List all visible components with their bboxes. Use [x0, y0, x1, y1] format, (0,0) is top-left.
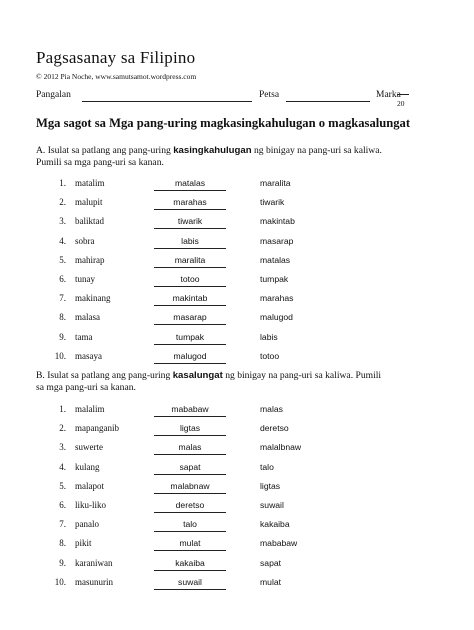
answer-blank[interactable]: malabnaw [154, 480, 226, 494]
list-item [0, 515, 474, 534]
section-b-instructions [36, 370, 446, 394]
item-word: matalim [75, 178, 105, 188]
item-word: masaya [75, 350, 102, 361]
section-b-instr-prefix: B. Isulat sa patlang ang pang-uring [36, 370, 173, 381]
list-item [0, 174, 474, 193]
item-word: malalim [75, 404, 105, 414]
answer-blank[interactable]: talo [154, 518, 226, 532]
answer-blank[interactable]: sapat [154, 461, 226, 475]
choice-word: talo [260, 461, 274, 472]
answer-blank[interactable]: marahas [154, 196, 226, 210]
date-label: Petsa [259, 90, 280, 100]
item-number: 8. [59, 538, 66, 549]
choice-word: mulat [260, 576, 282, 587]
answer-blank[interactable]: mababaw [154, 403, 226, 417]
item-number: 5. [59, 480, 66, 491]
item-number: 4. [59, 235, 66, 246]
answer-blank[interactable]: totoo [154, 273, 226, 287]
item-number: 6. [59, 274, 66, 284]
answer-blank[interactable]: labis [154, 235, 226, 249]
list-item [0, 289, 474, 308]
list-item [0, 496, 474, 515]
name-blank[interactable] [82, 101, 252, 102]
list-item [0, 347, 474, 366]
item-word: sobra [75, 235, 95, 246]
item-word: kulang [75, 461, 100, 472]
item-word: malapot [75, 480, 104, 491]
section-a-instr-line2: Pumili sa mga pang-uri sa kanan. [36, 157, 164, 168]
answer-blank[interactable]: masarap [154, 311, 226, 325]
answer-blank[interactable]: mulat [154, 537, 226, 551]
section-b-instr-suffix: ng binigay na pang-uri sa kaliwa. Pumili [222, 370, 382, 381]
choice-word: malalbnaw [260, 442, 302, 453]
item-number: 3. [59, 442, 66, 453]
choice-word: marahas [260, 293, 294, 304]
item-word: mahirap [75, 254, 105, 265]
item-number: 9. [59, 331, 66, 342]
item-number: 2. [59, 423, 66, 434]
name-date-score-row [36, 90, 442, 110]
item-word: tunay [75, 274, 95, 284]
choice-word: mababaw [260, 538, 298, 549]
item-word: tama [75, 331, 93, 342]
answer-blank[interactable]: tumpak [154, 331, 226, 345]
item-number: 3. [59, 216, 66, 227]
item-number: 10. [54, 576, 66, 587]
item-word: liku-liko [75, 500, 106, 510]
item-number: 2. [59, 197, 66, 208]
item-number: 7. [59, 519, 66, 530]
list-item [0, 554, 474, 573]
page-title: Pagsasanay sa Filipino [36, 48, 196, 67]
item-number: 10. [54, 350, 66, 361]
list-item [0, 328, 474, 347]
list-item [0, 534, 474, 553]
item-word: masunurin [75, 576, 113, 587]
item-number: 7. [59, 293, 66, 304]
list-item [0, 438, 474, 457]
list-item [0, 458, 474, 477]
choice-word: tumpak [260, 274, 289, 284]
choice-word: ligtas [260, 480, 281, 491]
score-total: 20 [397, 99, 405, 108]
section-a-instr-suffix: ng binigay na pang-uri sa kaliwa. [251, 145, 382, 156]
item-word: suwerte [75, 442, 103, 453]
choice-word: tiwarik [260, 197, 285, 208]
choice-word: malas [260, 404, 283, 414]
choice-word: maralita [260, 178, 291, 188]
choice-word: labis [260, 331, 278, 342]
choice-word: deretso [260, 423, 289, 434]
list-item [0, 308, 474, 327]
list-item [0, 193, 474, 212]
date-blank[interactable] [286, 101, 370, 102]
choice-word: sapat [260, 557, 282, 568]
item-word: makinang [75, 293, 111, 304]
item-word: panalo [75, 519, 99, 530]
list-item [0, 400, 474, 419]
answer-blank[interactable]: malas [154, 441, 226, 455]
answer-blank[interactable]: malugod [154, 350, 226, 364]
item-word: malupit [75, 197, 103, 208]
item-word: malasa [75, 312, 100, 323]
choice-word: masarap [260, 235, 294, 246]
item-number: 4. [59, 461, 66, 472]
item-word: mapanganib [75, 423, 119, 434]
answer-blank[interactable]: kakaiba [154, 557, 226, 571]
answer-blank[interactable]: makintab [154, 292, 226, 306]
choice-word: matalas [260, 254, 291, 265]
choice-word: kakaiba [260, 519, 290, 530]
item-word: karaniwan [75, 557, 113, 568]
section-b-instr-line2: sa mga pang-uri sa kanan. [36, 382, 136, 393]
list-item [0, 270, 474, 289]
item-word: baliktad [75, 216, 104, 227]
section-a-instructions [36, 145, 446, 169]
answer-blank[interactable]: ligtas [154, 422, 226, 436]
choice-word: totoo [260, 350, 280, 361]
list-item [0, 251, 474, 270]
main-heading: Mga sagot sa Mga pang-uring magkasingkahulugan o magkasalungat [36, 116, 411, 130]
item-number: 1. [59, 178, 66, 188]
item-number: 6. [59, 500, 66, 510]
item-number: 9. [59, 557, 66, 568]
score-blank[interactable] [397, 94, 409, 95]
item-number: 8. [59, 312, 66, 323]
item-number: 5. [59, 254, 66, 265]
answer-blank[interactable]: deretso [154, 499, 226, 513]
list-item [0, 212, 474, 231]
name-label: Pangalan [36, 90, 71, 100]
list-item [0, 477, 474, 496]
list-item [0, 419, 474, 438]
section-a-instr-prefix: A. Isulat sa patlang ang pang-uring [36, 145, 174, 156]
answer-blank[interactable]: maralita [154, 254, 226, 268]
copyright-line: © 2012 Pia Noche, www.samutsamot.wordpress.com [36, 72, 197, 81]
choice-word: suwail [260, 500, 284, 510]
answer-blank[interactable]: matalas [154, 177, 226, 191]
answer-blank[interactable]: tiwarik [154, 215, 226, 229]
list-item [0, 573, 474, 592]
answer-blank[interactable]: suwail [154, 576, 226, 590]
list-item [0, 232, 474, 251]
choice-word: makintab [260, 216, 295, 227]
choice-word: malugod [260, 312, 293, 323]
item-word: pikit [75, 538, 92, 549]
item-number: 1. [59, 404, 66, 414]
score-label: Marka [376, 90, 401, 100]
section-a-instr-bold: kasingkahulugan [173, 145, 252, 156]
section-b-instr-bold: kasalungat [172, 370, 223, 381]
